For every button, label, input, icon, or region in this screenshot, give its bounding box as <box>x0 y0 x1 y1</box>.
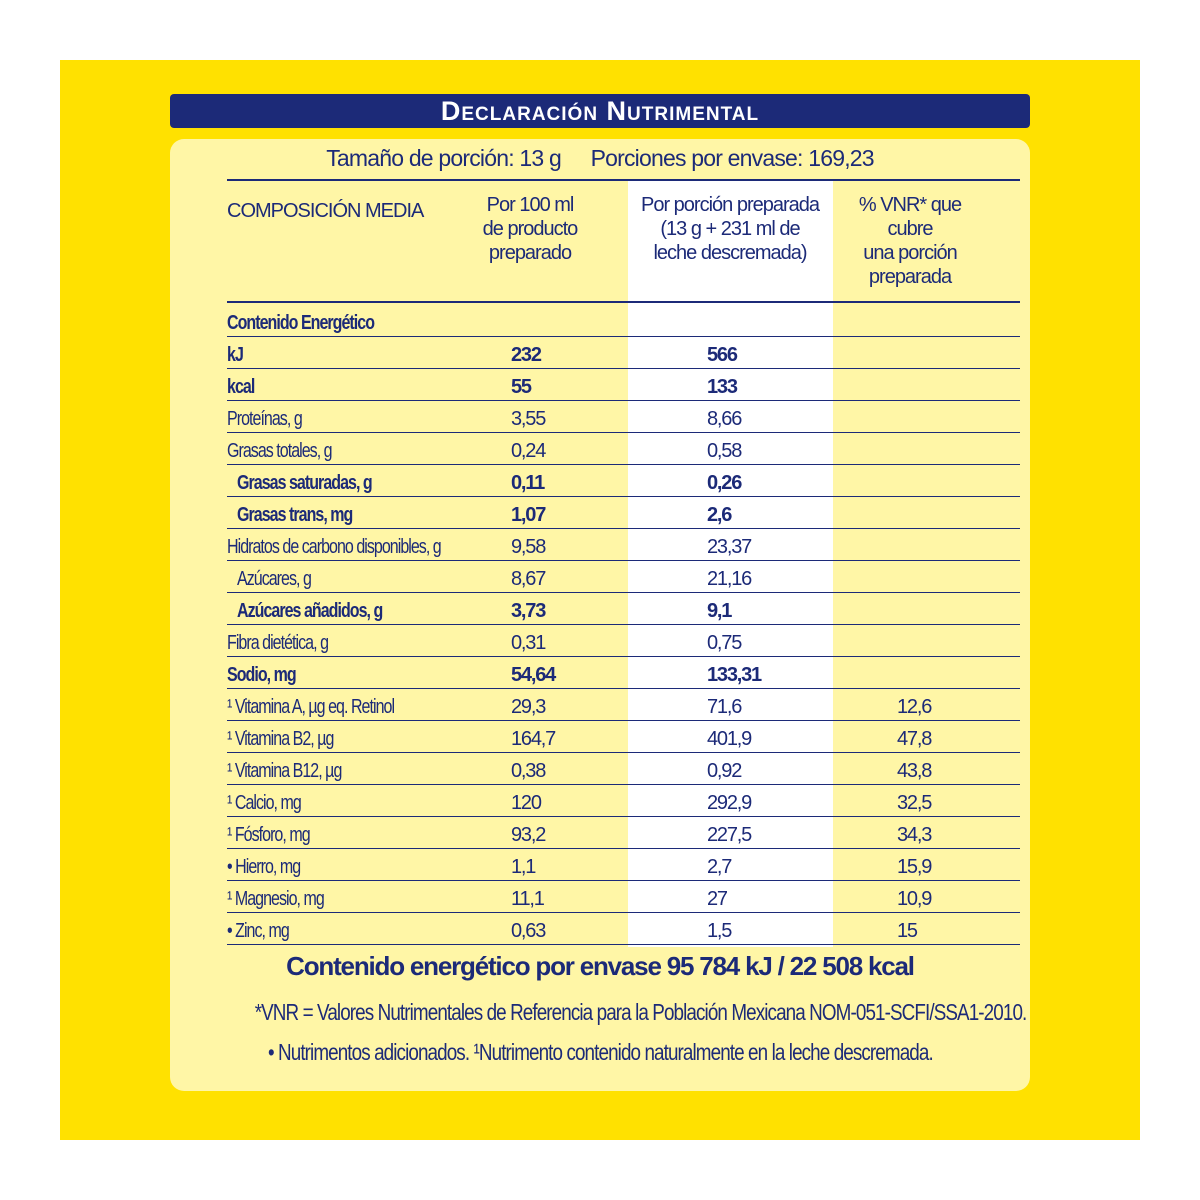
header-line: % VNR* que <box>858 194 962 216</box>
header-per-100ml <box>455 193 605 265</box>
nutrient-table <box>227 305 1020 945</box>
nutrient-name: ¹ Vitamina B12, µg <box>227 760 342 782</box>
value-per-portion: 1,5 <box>707 920 732 942</box>
nutrient-name: Azúcares añadidos, g <box>237 600 383 622</box>
nutrient-name: • Zinc, mg <box>227 920 289 942</box>
table-row <box>227 337 1020 369</box>
value-per-portion: 2,6 <box>707 504 732 526</box>
nutrient-name: Azúcares, g <box>237 568 311 590</box>
value-per-portion: 133,31 <box>707 664 761 686</box>
nutrient-name: Grasas saturadas, g <box>237 472 372 494</box>
value-vnr: 32,5 <box>897 792 932 814</box>
table-row <box>227 625 1020 657</box>
value-vnr: 43,8 <box>897 760 932 782</box>
value-per-portion: 566 <box>707 344 737 366</box>
nutrient-name: ¹ Fósforo, mg <box>227 824 310 846</box>
header-line: cubre <box>887 218 933 240</box>
nutrient-name: kJ <box>227 344 243 366</box>
header-line: preparada <box>868 266 952 288</box>
value-per-100ml: 0,63 <box>511 920 546 942</box>
value-per-portion: 9,1 <box>707 600 732 622</box>
table-row <box>227 913 1020 945</box>
serving-info <box>170 145 1030 172</box>
footnote-legend-line <box>170 1039 1030 1066</box>
value-per-100ml: 120 <box>511 792 541 814</box>
nutrient-name: ¹ Vitamina B2, µg <box>227 728 334 750</box>
value-per-100ml: 29,3 <box>511 696 546 718</box>
value-per-100ml: 164,7 <box>511 728 556 750</box>
footnote-legend: • Nutrimentos adicionados. ¹Nutrimento contenido naturalmente en la leche descremada. <box>267 1039 933 1065</box>
footnote-vnr: *VNR = Valores Nutrimentales de Referencia para la Población Mexicana NOM-051-SCFI/SSA1-2010. <box>254 999 1027 1025</box>
header-line: (13 g + 231 ml de <box>660 218 800 240</box>
nutrient-name: Sodio, mg <box>227 664 296 686</box>
header-line: Por 100 ml <box>486 194 574 216</box>
table-row <box>227 817 1020 849</box>
value-per-portion: 2,7 <box>707 856 732 878</box>
table-row <box>227 721 1020 753</box>
header-line: una porción <box>863 242 957 264</box>
value-per-portion: 23,37 <box>707 536 752 558</box>
table-row <box>227 369 1020 401</box>
value-per-100ml: 0,38 <box>511 760 546 782</box>
divider <box>227 301 1020 303</box>
divider <box>227 179 1020 181</box>
table-row <box>227 305 1020 337</box>
value-per-100ml: 3,55 <box>511 408 546 430</box>
table-row <box>227 433 1020 465</box>
header-per-portion <box>630 193 830 265</box>
value-per-portion: 227,5 <box>707 824 752 846</box>
header-line: Por porción preparada <box>640 194 819 216</box>
value-per-100ml: 55 <box>511 376 531 398</box>
table-row <box>227 401 1020 433</box>
nutrient-name: kcal <box>227 376 255 398</box>
serving-size: Tamaño de porción: 13 g <box>326 145 561 171</box>
nutrient-name: Fibra dietética, g <box>227 632 329 654</box>
value-per-portion: 21,16 <box>707 568 752 590</box>
value-vnr: 34,3 <box>897 824 932 846</box>
value-per-portion: 0,58 <box>707 440 742 462</box>
nutrient-name: ¹ Vitamina A, µg eq. Retinol <box>227 696 395 718</box>
table-row <box>227 881 1020 913</box>
value-per-100ml: 0,24 <box>511 440 546 462</box>
value-per-portion: 133 <box>707 376 737 398</box>
nutrient-name: Proteínas, g <box>227 408 302 430</box>
header-line: leche descremada) <box>653 242 807 264</box>
footnote-vnr-line <box>170 999 1030 1026</box>
value-per-portion: 0,26 <box>707 472 742 494</box>
table-row <box>227 785 1020 817</box>
value-per-100ml: 0,31 <box>511 632 546 654</box>
table-row <box>227 753 1020 785</box>
value-per-100ml: 1,07 <box>511 504 546 526</box>
value-per-portion: 0,75 <box>707 632 742 654</box>
nutrition-panel <box>170 139 1030 1091</box>
table-row <box>227 657 1020 689</box>
table-row <box>227 849 1020 881</box>
value-vnr: 15 <box>897 920 917 942</box>
value-per-portion: 8,66 <box>707 408 742 430</box>
header-vnr <box>835 193 985 289</box>
value-per-portion: 292,9 <box>707 792 752 814</box>
value-per-100ml: 9,58 <box>511 536 546 558</box>
nutrient-name: • Hierro, mg <box>227 856 301 878</box>
nutrient-name: ¹ Magnesio, mg <box>227 888 324 910</box>
table-row <box>227 529 1020 561</box>
value-per-100ml: 93,2 <box>511 824 546 846</box>
table-row <box>227 561 1020 593</box>
value-vnr: 15,9 <box>897 856 932 878</box>
table-row <box>227 689 1020 721</box>
total-energy: Contenido energético por envase 95 784 kJ / 22 508 kcal <box>286 951 914 981</box>
value-vnr: 47,8 <box>897 728 932 750</box>
nutrient-name: Hidratos de carbono disponibles, g <box>227 536 441 558</box>
value-per-100ml: 54,64 <box>511 664 556 686</box>
table-row <box>227 497 1020 529</box>
header-line: de producto <box>482 218 578 240</box>
value-per-portion: 71,6 <box>707 696 742 718</box>
nutrient-name: ¹ Calcio, mg <box>227 792 301 814</box>
label-title: Declaración Nutrimental <box>170 94 1030 128</box>
value-per-100ml: 0,11 <box>511 472 545 494</box>
value-vnr: 10,9 <box>897 888 932 910</box>
header-line: preparado <box>488 242 572 264</box>
nutrient-name: Grasas trans, mg <box>237 504 353 526</box>
table-row <box>227 465 1020 497</box>
value-per-100ml: 1,1 <box>511 856 536 878</box>
value-per-portion: 0,92 <box>707 760 742 782</box>
nutrient-name: Grasas totales, g <box>227 440 332 462</box>
value-per-100ml: 232 <box>511 344 541 366</box>
value-per-portion: 401,9 <box>707 728 752 750</box>
value-vnr: 12,6 <box>897 696 932 718</box>
value-per-100ml: 8,67 <box>511 568 546 590</box>
servings-per-container: Porciones por envase: 169,23 <box>590 145 874 171</box>
header-composition: COMPOSICIÓN MEDIA <box>227 200 424 222</box>
value-per-100ml: 11,1 <box>511 888 544 910</box>
nutrient-name: Contenido Energético <box>227 312 375 334</box>
table-row <box>227 593 1020 625</box>
value-per-portion: 27 <box>707 888 727 910</box>
value-per-100ml: 3,73 <box>511 600 546 622</box>
